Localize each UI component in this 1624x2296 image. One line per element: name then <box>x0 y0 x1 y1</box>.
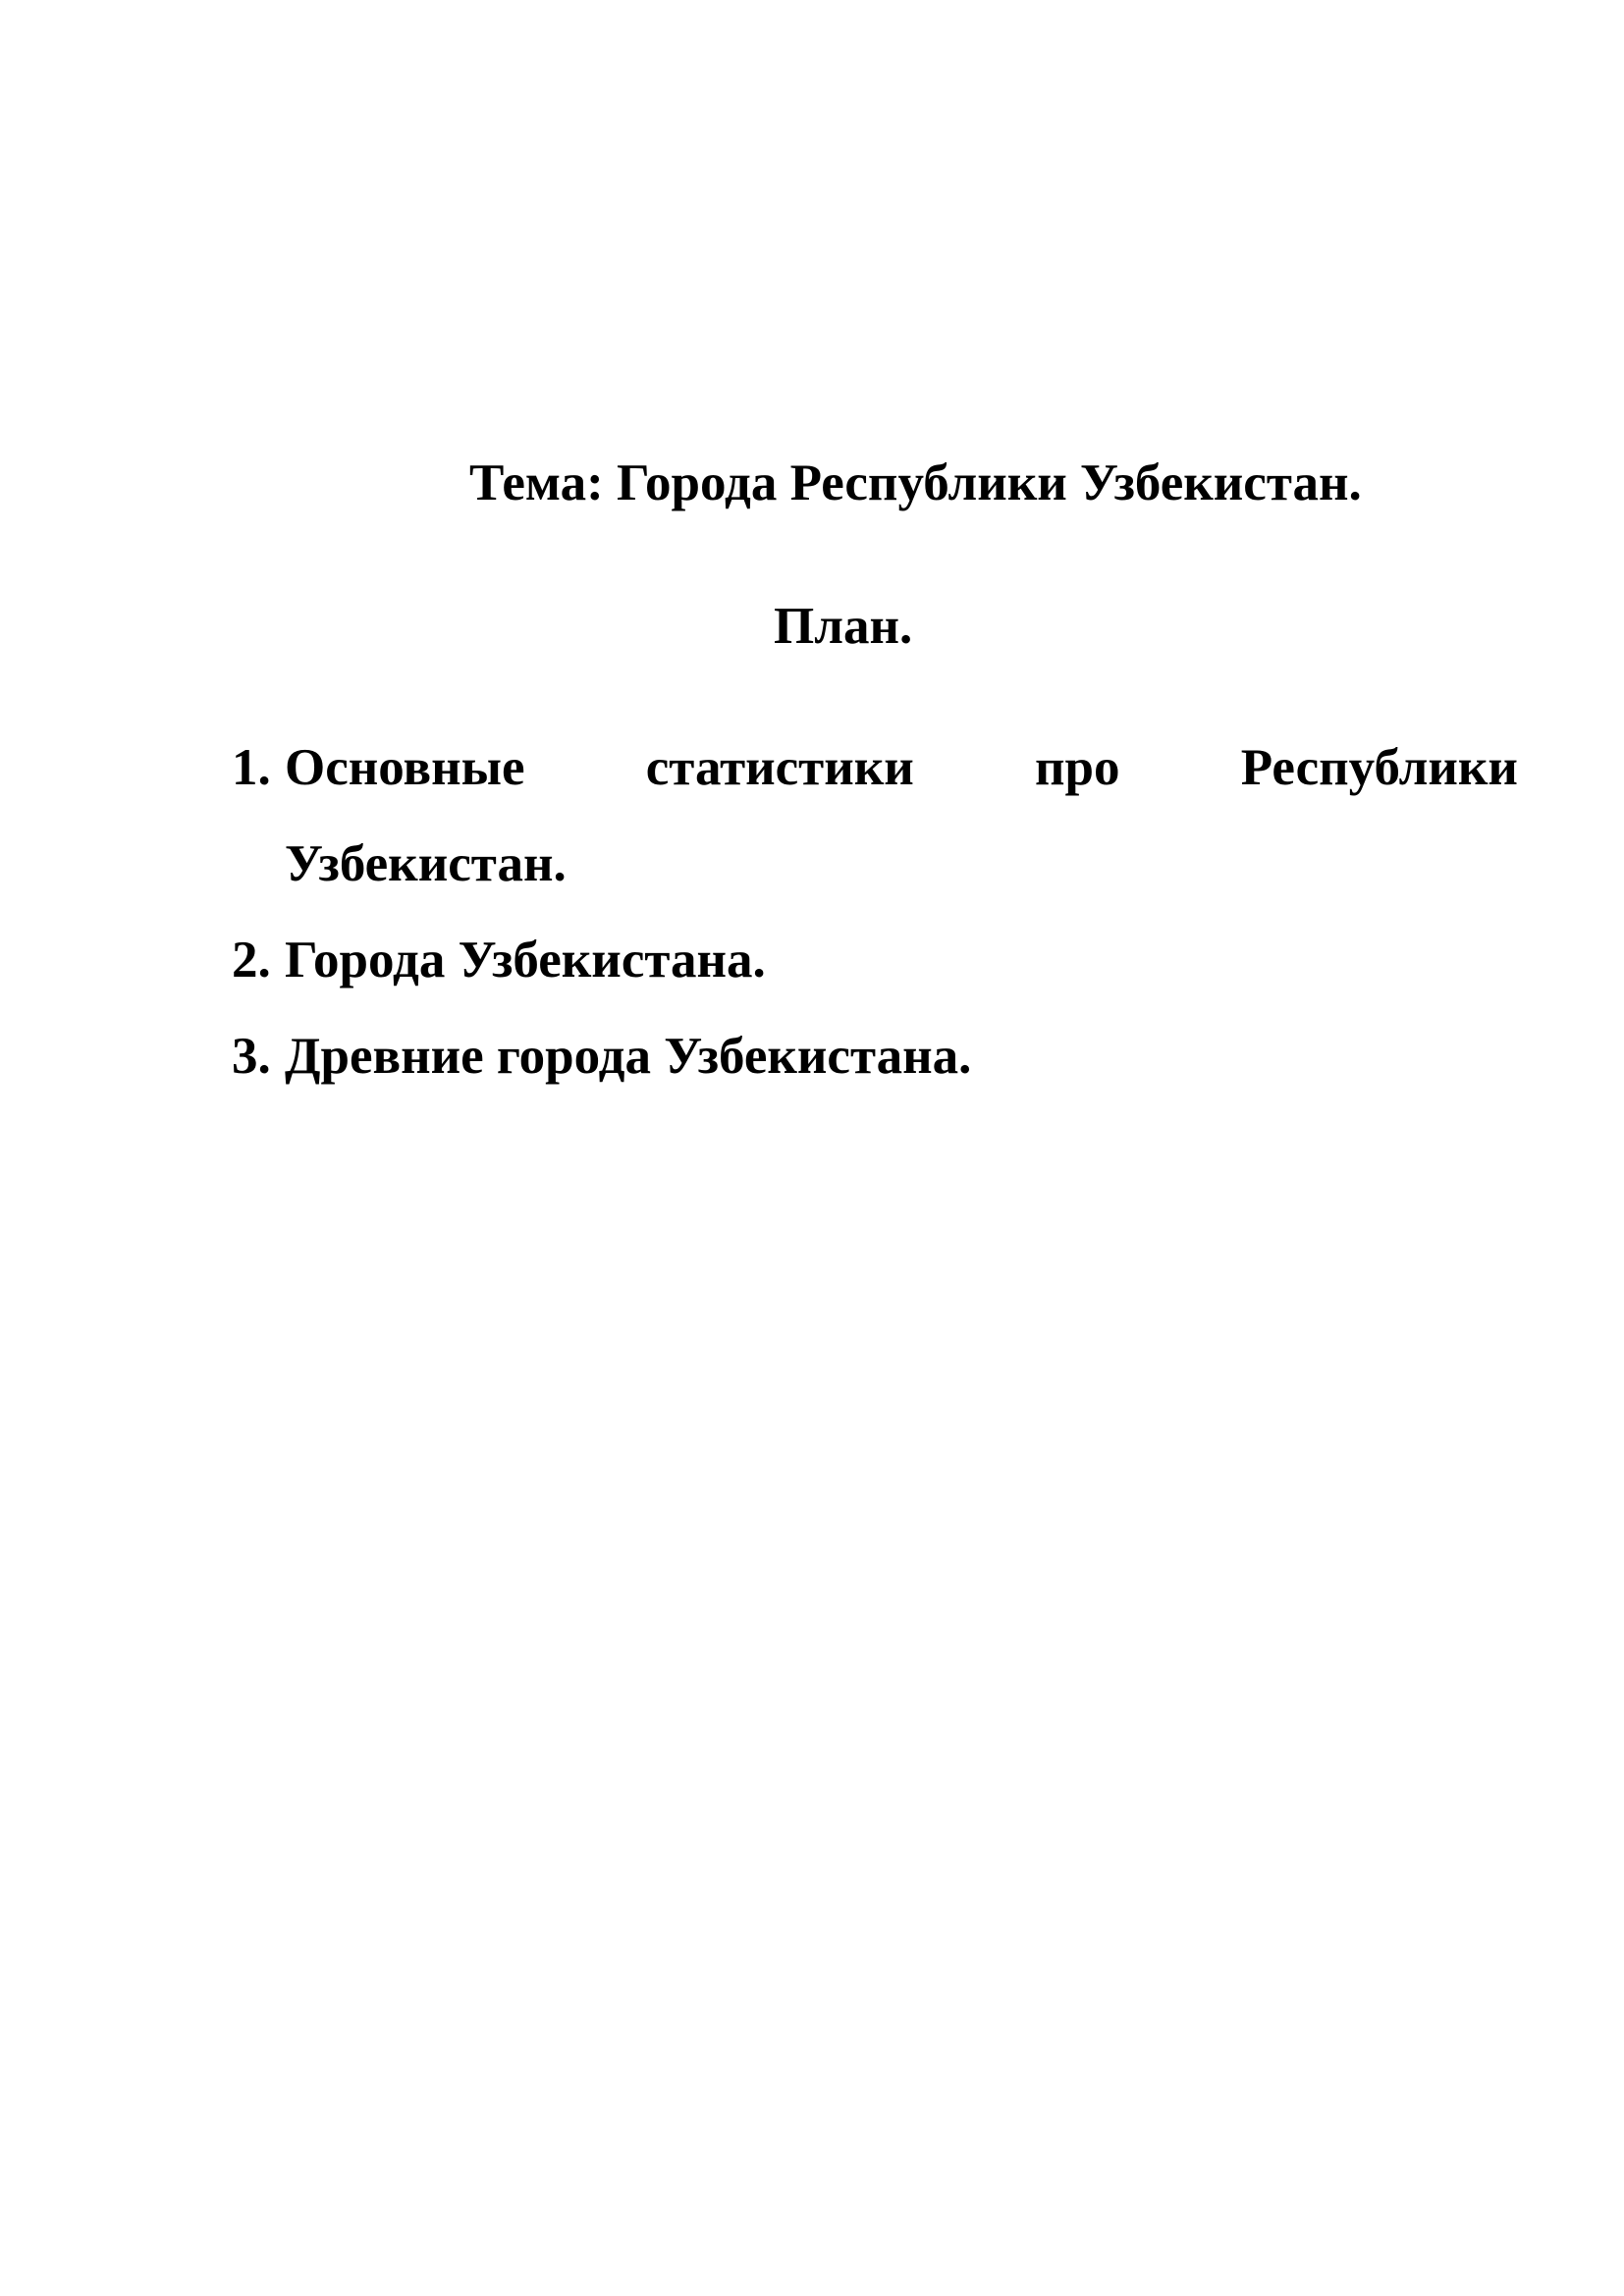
plan-item-3 <box>232 1008 1518 1104</box>
plan-list <box>232 720 1518 1104</box>
plan-item-1 <box>232 720 1518 912</box>
plan-item-word: Республики <box>1240 739 1518 796</box>
plan-item-text: Древние города Узбекистана. <box>285 1028 972 1085</box>
plan-item-line: Узбекистан. <box>285 835 567 892</box>
plan-item-line <box>285 720 1518 816</box>
plan-item-text: Города Узбекистана. <box>285 932 766 988</box>
plan-item-word: про <box>1035 739 1120 796</box>
plan-item-number: 3. <box>232 1028 271 1085</box>
plan-item-word: Основные <box>285 739 525 796</box>
plan-item-number: 2. <box>232 932 271 988</box>
plan-heading: План. <box>774 598 913 655</box>
topic-title: Тема: Города Республики Узбекистан. <box>469 454 1362 511</box>
plan-item-word: статистики <box>645 739 914 796</box>
plan-item-2 <box>232 912 1518 1008</box>
plan-item-number: 1. <box>232 739 271 796</box>
